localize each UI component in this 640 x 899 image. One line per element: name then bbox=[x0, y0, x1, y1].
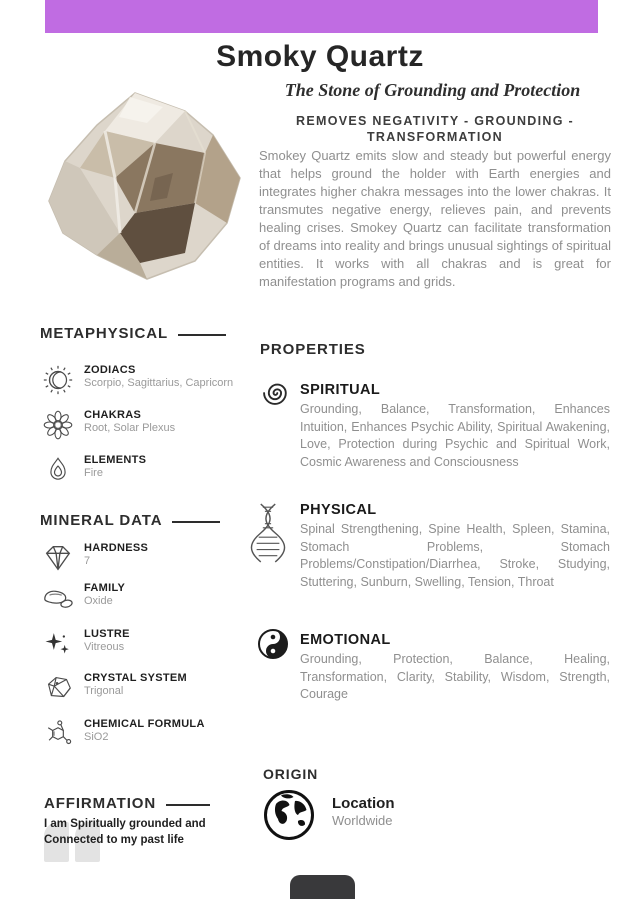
bottom-tab bbox=[290, 875, 355, 899]
sun-moon-icon bbox=[40, 362, 76, 398]
spiritual-label: SPIRITUAL bbox=[300, 382, 381, 398]
chakras-item bbox=[40, 407, 255, 443]
physical-text: Spinal Strengthening, Spine Health, Spleen, Stamina, Stomach Problems, Stomach Problems/Constipation/Diarrhea, Stroke, Studying, Stuttering, Sunburn, Swelling, Tension, Throat bbox=[300, 522, 610, 589]
affirmation-heading bbox=[44, 795, 210, 812]
metaphysical-heading bbox=[40, 325, 226, 342]
hardness-label: HARDNESS bbox=[84, 542, 149, 554]
properties-heading-label: PROPERTIES bbox=[260, 341, 366, 358]
yin-yang-icon bbox=[256, 627, 290, 666]
lustre-value: Vitreous bbox=[84, 641, 125, 653]
flame-icon bbox=[40, 452, 76, 488]
crystal-image bbox=[35, 82, 260, 304]
family-label: FAMILY bbox=[84, 582, 126, 594]
page-title: Smoky Quartz bbox=[216, 40, 424, 73]
accent-bar bbox=[45, 0, 598, 33]
emotional-label: EMOTIONAL bbox=[300, 632, 391, 648]
lustre-item bbox=[40, 626, 255, 662]
molecule-icon bbox=[40, 716, 76, 752]
crystal-system-value: Trigonal bbox=[84, 685, 124, 697]
affirmation-heading-label: AFFIRMATION bbox=[44, 795, 157, 812]
sparkles-icon bbox=[40, 626, 76, 662]
zodiacs-label: ZODIACS bbox=[84, 364, 136, 376]
diamond-icon bbox=[40, 540, 76, 576]
zodiacs-value: Scorpio, Sagittarius, Capricorn bbox=[84, 377, 234, 389]
page-subtitle: The Stone of Grounding and Protection bbox=[284, 80, 581, 100]
heading-rule bbox=[166, 804, 210, 806]
smoky-quartz-photo bbox=[35, 82, 260, 304]
dna-icon bbox=[252, 502, 284, 569]
crystal-icon bbox=[40, 670, 76, 706]
chemical-formula-value: SiO2 bbox=[84, 731, 109, 743]
affirmation-text: I am Spiritually grounded and Connected to my past life bbox=[44, 818, 206, 847]
chakras-label: CHAKRAS bbox=[84, 409, 142, 421]
heading-rule bbox=[178, 334, 226, 336]
physical-label: PHYSICAL bbox=[300, 502, 377, 518]
description-paragraph: Smokey Quartz emits slow and steady but powerful energy that helps ground the holder with Earth energies and integrates higher chakra messages into the lower chakras. It transmutes negative energy, relieves pain, and prevents healing crises. Smokey Quartz can facilitate transformation of dreams into reality and brings unusual sightings of spiritual entities. It works with all chakras and is great for manifestation programs and grids. bbox=[259, 148, 611, 289]
lotus-icon bbox=[40, 407, 76, 443]
chemical-formula-label: CHEMICAL FORMULA bbox=[84, 718, 205, 730]
origin-heading bbox=[263, 766, 318, 782]
origin-location-value: Worldwide bbox=[332, 813, 393, 828]
origin-heading-label: ORIGIN bbox=[263, 766, 319, 782]
mineral-data-heading bbox=[40, 512, 220, 529]
origin-location-label: Location bbox=[332, 795, 395, 812]
lustre-label: LUSTRE bbox=[84, 628, 130, 640]
stones-icon bbox=[40, 580, 76, 616]
elements-item bbox=[40, 452, 255, 488]
hardness-value: 7 bbox=[84, 555, 91, 567]
emotional-text: Grounding, Protection, Balance, Healing, Transformation, Clarity, Stability, Wisdom, Strength, Courage bbox=[300, 652, 610, 701]
spiral-icon bbox=[257, 377, 291, 416]
metaphysical-heading-label: METAPHYSICAL bbox=[40, 325, 169, 342]
hardness-item bbox=[40, 540, 255, 576]
heading-rule bbox=[172, 521, 220, 523]
globe-icon bbox=[262, 788, 316, 847]
crystal-system-label: CRYSTAL SYSTEM bbox=[84, 672, 188, 684]
mineral-data-heading-label: MINERAL DATA bbox=[40, 512, 163, 529]
zodiacs-item bbox=[40, 362, 255, 398]
chakras-value: Root, Solar Plexus bbox=[84, 422, 176, 434]
family-value: Oxide bbox=[84, 595, 113, 607]
properties-heading bbox=[260, 341, 366, 358]
elements-label: ELEMENTS bbox=[84, 454, 147, 466]
crystal-system-item bbox=[40, 670, 255, 706]
chemical-formula-item bbox=[40, 716, 255, 752]
spiritual-text: Grounding, Balance, Transformation, Enhances Intuition, Enhances Psychic Ability, Spiritual Awakening, Love, Protection during Psychic and Spiritual Work, Cosmic Awareness and Consciousness bbox=[300, 402, 610, 469]
page-tagline: REMOVES NEGATIVITY - GROUNDING - TRANSFORMATION bbox=[296, 114, 574, 145]
elements-value: Fire bbox=[84, 467, 103, 479]
family-item bbox=[40, 580, 255, 616]
